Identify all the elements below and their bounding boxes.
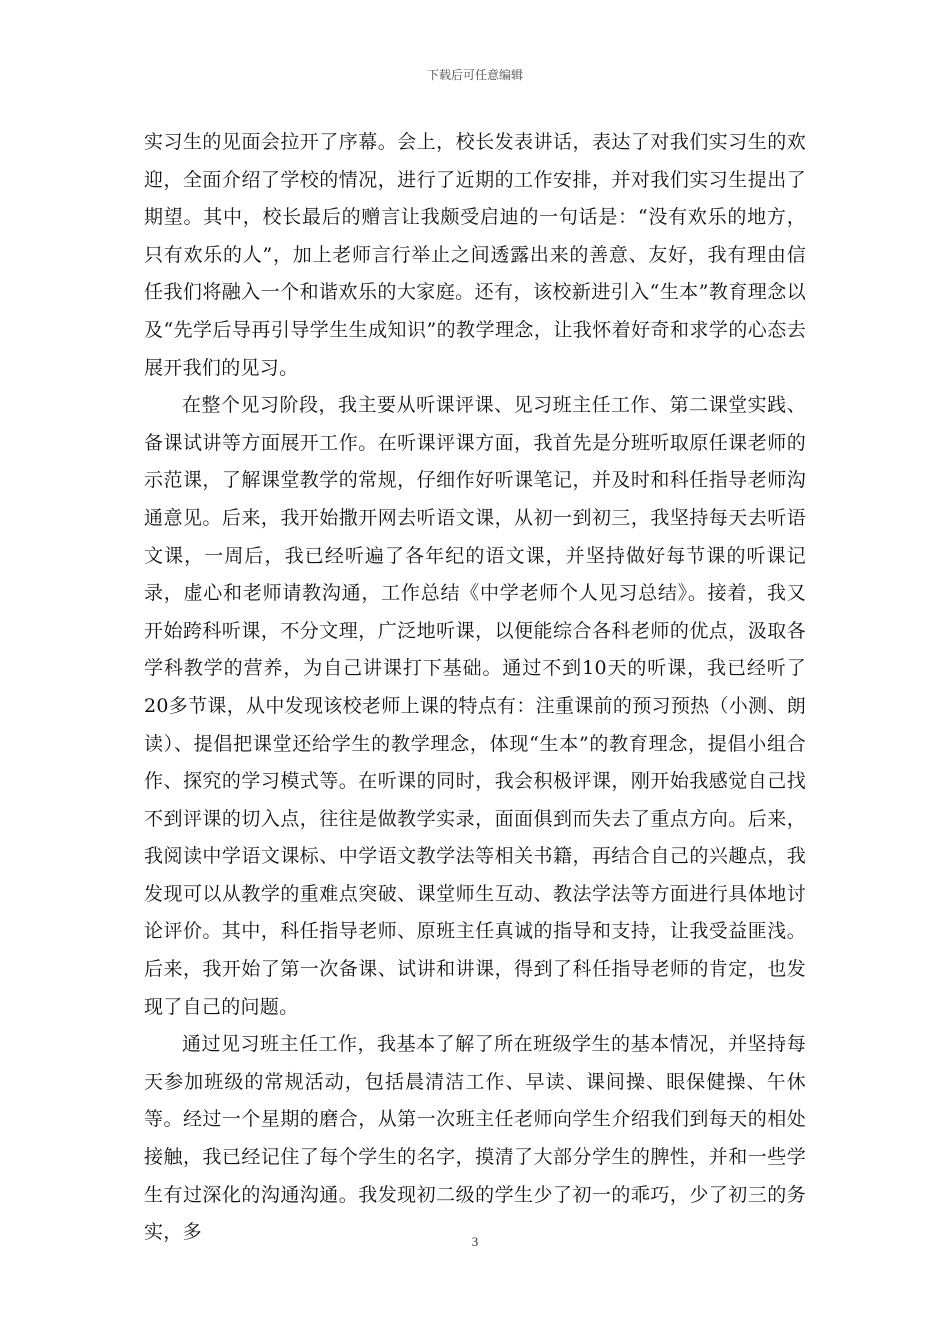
document-body [144, 124, 806, 1252]
paragraph-1: 实习生的见面会拉开了序幕。会上，校长发表讲话，表达了对我们实习生的欢迎，全面介绍了学校的情况，进行了近期的工作安排，并对我们实习生提出了期望。其中，校长最后的赠言让我颇受启迪的一句话是：“没有欢乐的地方，只有欢乐的人”，加上老师言行举止之间透露出来的善意、友好，我有理由信任我们将融入一个和谐欢乐的大家庭。还有，该校新进引入“生本”教育理念以及“先学后导再引导学生生成知识”的教学理念，让我怀着好奇和求学的心态去展开我们的见习。 [144, 131, 806, 379]
page-number: 3 [471, 1234, 479, 1249]
page-header: 下载后可任意编辑 [426, 68, 523, 82]
paragraph-3: 通过见习班主任工作，我基本了解了所在班级学生的基本情况，并坚持每天参加班级的常规活动，包括晨清洁工作、早读、课间操、眼保健操、午休等。经过一个星期的磨合，从第一次班主任老师向学生介绍我们到每天的相处接触，我已经记住了每个学生的名字，摸清了大部分学生的脾性，并和一些学生有过深化的沟通沟通。我发现初二级的学生少了初一的乖巧，少了初三的务实，多 [144, 1033, 806, 1244]
paragraph-2: 在整个见习阶段，我主要从听课评课、见习班主任工作、第二课堂实践、备课试讲等方面展开工作。在听课评课方面，我首先是分班听取原任课老师的示范课，了解课堂教学的常规，仔细作好听课笔记，并及时和科任指导老师沟通意见。后来，我开始撒开网去听语文课，从初一到初三，我坚持每天去听语文课，一周后，我已经听遍了各年纪的语文课，并坚持做好每节课的听课记录，虚心和老师请教沟通，工作总结《中学老师个人见习总结》。接着，我又开始跨科听课，不分文理，广泛地听课，以便能综合各科老师的优点，汲取各学科教学的营养，为自己讲课打下基础。通过不到10天的听课，我已经听了20多节课，从中发现该校老师上课的特点有：注重课前的预习预热（小测、朗读）、提倡把课堂还给学生的教学理念，体现“生本”的教育理念，提倡小组合作、探究的学习模式等。在听课的同时，我会积极评课，刚开始我感觉自己找不到评课的切入点，往往是做教学实录，面面俱到而失去了重点方向。后来，我阅读中学语文课标、中学语文教学法等相关书籍，再结合自己的兴趣点，我发现可以从教学的重难点突破、课堂师生互动、教法学法等方面进行具体地讨论评价。其中，科任指导老师、原班主任真诚的指导和支持，让我受益匪浅。后来，我开始了第一次备课、试讲和讲课，得到了科任指导老师的肯定，也发现了自己的问题。 [144, 394, 806, 1018]
